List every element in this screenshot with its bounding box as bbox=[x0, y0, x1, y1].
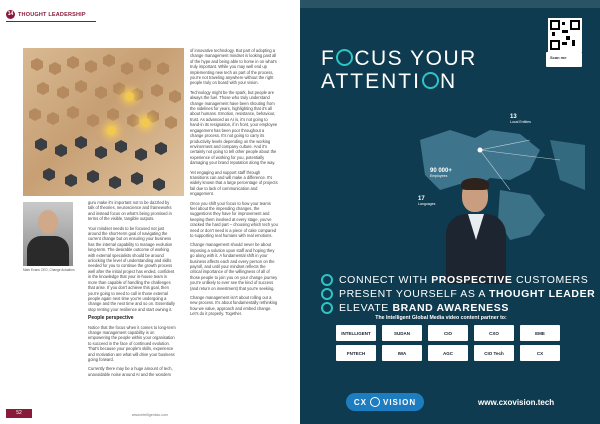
partner-logo: CXO bbox=[474, 325, 514, 341]
paragraph: guru make it's important not to be dazzled by talk of theories, neuroscience and frameworks and instead focus on what's being promised in terms of the visible, tangible outputs. bbox=[88, 200, 172, 222]
map-stat: 13 Local Entities bbox=[510, 114, 531, 124]
partners-title: The Intelligent Global Media video content partner to: bbox=[375, 315, 507, 321]
partner-logo: AGC bbox=[428, 345, 468, 361]
left-footer bbox=[0, 406, 300, 418]
cxovision-logo bbox=[346, 393, 424, 411]
footer-url: www.intelligentcio.com bbox=[131, 413, 169, 417]
page-number: 52 bbox=[6, 409, 32, 418]
website-url[interactable]: www.cxovision.tech bbox=[478, 398, 555, 407]
partner-logo: CX bbox=[520, 345, 560, 361]
paragraph: of innovative technology. But part of adopting a change management mindset is looking past all of the hype and being able to home in on what's truly important. While you may well end up implementing new tech as part of the process, you're not traveling anywhere without the right people truly on board with your vision. bbox=[190, 48, 277, 86]
headline-text: CUS YOUR bbox=[354, 47, 477, 70]
paragraph: Your mindset needs to be focused not just around the short-term goal of navigating the current change but on ensuring your business has the internal capability to manage evolution long-term. The desirable outcome of working with external specialists should be around unlocking the level of understanding and skills needed for you to continue the growth process well after the initial project has ended, confident in the knowledge that your in-house team is more than capable of handling the challenges that arise. If you don't achieve this goal, then you're going to need to call in those external people again next time you're undergoing a change and the next time and so on. Essentially stop renting your resilience and start owning it. bbox=[88, 225, 175, 312]
subheading: People perspective bbox=[88, 315, 134, 322]
partner-logo: EME bbox=[520, 325, 560, 341]
paragraph: Notice that the focus when it comes to long-term change management capability is on empowering the people within your organisation to succeed in the face of continued evolution. That's because your people's skills, experience and motivation are what will drive your business going forward. bbox=[88, 324, 176, 362]
paragraph: Once you shift your focus to how your teams feel about the impending changes, the suggestions they have for improvement and keeping them involved at every stage, you've cracked the hard part – choosing which tech you need or don't need is a piece of cake compared to supporting real humans with real emotions. bbox=[190, 200, 278, 238]
partner-logo: CIO bbox=[428, 325, 468, 341]
ring-o-icon bbox=[370, 397, 380, 407]
paragraph: Change management should never be about imposing a solution upon staff and hoping they go along with it. A fundamental shift in your business affects each and every person on the payroll, and until your mindset reflects the critical importance of the willingness of all of those people to join you on your change journey you're unlikely to ever see the kind of success (and return on investment) that you're seeking. bbox=[190, 242, 278, 291]
ring-bullet-icon bbox=[321, 274, 333, 286]
map-stat: 90 000+ Employees bbox=[430, 168, 452, 178]
partner-logo: INTELLIGENT bbox=[336, 325, 376, 341]
partner-logo: FNTECH bbox=[336, 345, 376, 361]
section-tag bbox=[6, 10, 86, 19]
portrait-caption: Mark Evans CEO, Change Actuation bbox=[23, 268, 75, 272]
advert-page bbox=[300, 0, 600, 424]
map-stat: 17 Languages bbox=[418, 196, 436, 206]
benefit-item: CONNECT WITH PROSPECTIVE CUSTOMERS bbox=[321, 273, 591, 287]
ring-o-icon bbox=[336, 49, 353, 66]
headline-letter: F bbox=[321, 47, 336, 70]
ring-bullet-icon bbox=[321, 288, 333, 300]
benefit-item: ELEVATE BRAND AWARENESS bbox=[321, 301, 591, 315]
section-rule bbox=[6, 21, 96, 22]
qr-caption: Scan me bbox=[550, 55, 567, 60]
ring-o-icon bbox=[422, 72, 439, 89]
benefit-list bbox=[321, 273, 596, 315]
speaker-photo bbox=[446, 180, 506, 280]
section-number-badge: 14 bbox=[7, 11, 14, 17]
headline-line1 bbox=[321, 47, 561, 71]
paragraph: Yet engaging and support staff through transitions can and will make a difference. It's widely known that a large percentage of projects fail due to lack of communication and engagement. bbox=[190, 169, 278, 197]
paragraph: Change management isn't about rolling out a new process. It's about fundamentally rethinking how we value, approach and embed change. Let's do it properly. Together. bbox=[190, 295, 278, 317]
benefit-item: PRESENT YOURSELF AS A THOUGHT LEADER bbox=[321, 287, 591, 301]
partner-logo-grid bbox=[336, 325, 566, 361]
paragraph: Currently there may be a huge amount of tech, unavoidable noise around AI and the wonders bbox=[88, 366, 173, 377]
partner-logo: SUDAN bbox=[382, 325, 422, 341]
author-portrait bbox=[23, 202, 73, 266]
top-band bbox=[300, 0, 600, 8]
partner-logo: IWA bbox=[382, 345, 422, 361]
headline-line2 bbox=[321, 70, 561, 94]
ring-bullet-icon bbox=[321, 302, 333, 314]
headline-text: ATTENTI bbox=[321, 70, 421, 93]
partner-logo: CIO Tech bbox=[474, 345, 514, 361]
article-column-a bbox=[88, 200, 176, 381]
headline-letter: N bbox=[439, 70, 458, 93]
brand-cx: CX bbox=[353, 397, 367, 407]
paragraph: Technology might be the spark, but people are always the fuel. Those who truly understand change management have been shouting from the sidelines for years, highlighting that it's all about humans. Emotion, resistance, behaviour, trust. As advanced as AI is, it's not going to hand-in its resignation, if in front, your employee engagement has been poor throughout a change process. It's not going to carry its productivity levels depending on the working environment and company culture. And it's certainly not going to tell other people about the experience of working for you, potentially damaging your brand reputation along the way. bbox=[190, 89, 278, 166]
section-label: THOUGHT LEADERSHIP bbox=[18, 11, 86, 18]
brand-vision: VISION bbox=[383, 397, 417, 407]
article-column-b bbox=[190, 48, 278, 321]
lightbulb-hexagon-photo bbox=[23, 48, 184, 196]
